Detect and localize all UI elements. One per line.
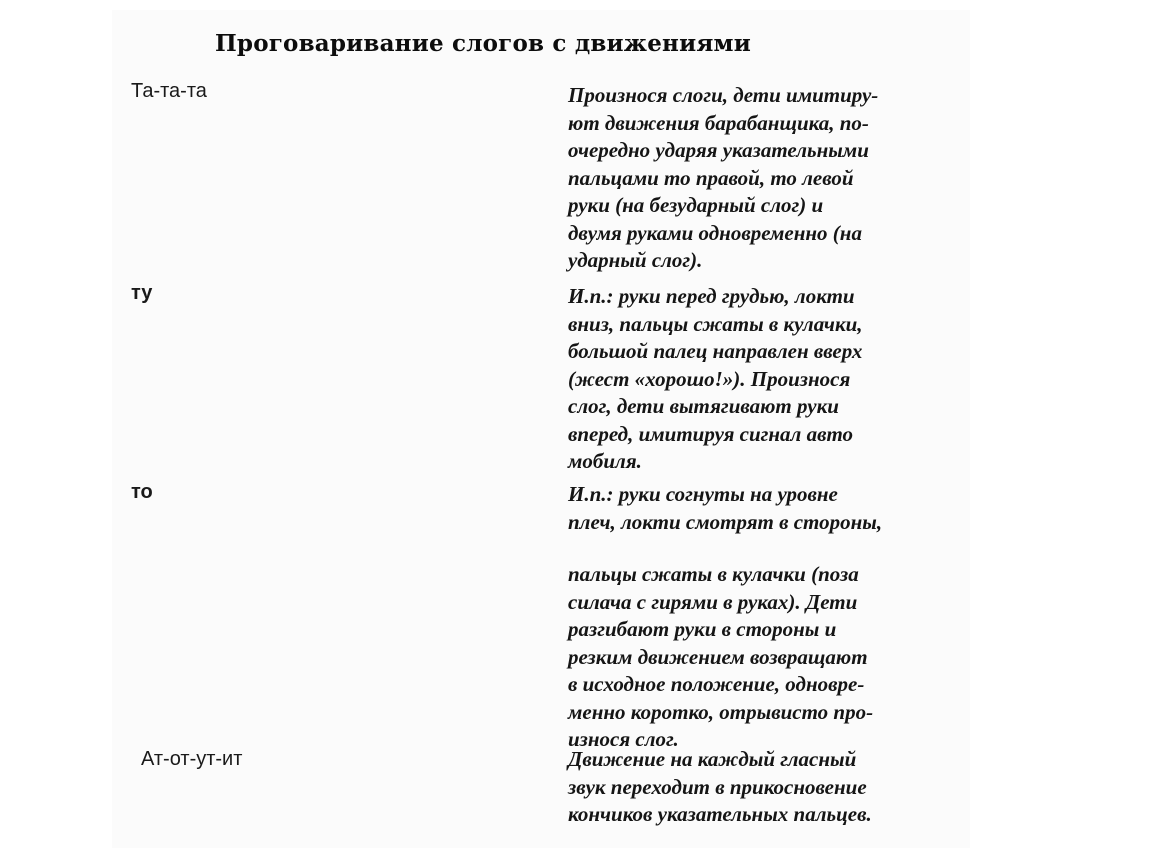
description-line: разгибают руки в стороны и (568, 617, 837, 641)
description-line: резким движением возвращают (568, 644, 868, 669)
description-line: кончиков указательных пальцев. (568, 802, 872, 826)
description-line: в исходное положение, одновре- (568, 672, 865, 696)
description-line: пальцы сжаты в кулачки (поза (568, 562, 859, 586)
description-at-ot-ut-it (568, 746, 968, 829)
syllable-tu: ту (131, 282, 153, 304)
page-title: Проговаривание слогов с движениями (215, 30, 751, 57)
description-line: звук переходит в прикосновение (568, 774, 867, 799)
description-line: пальцами то правой, то левой (568, 165, 854, 190)
description-line: руки (на безударный слог) и (568, 193, 824, 217)
description-line: износя слог. (568, 727, 679, 751)
description-to-continuation (568, 561, 968, 754)
description-line: Произнося слоги, дети имитиру- (568, 83, 879, 107)
description-line: ют движения барабанщика, по- (568, 110, 869, 135)
description-tatata (568, 82, 968, 275)
description-line: очередно ударяя указательными (568, 138, 869, 162)
description-line: (жест «хорошо!»). Произнося (568, 366, 851, 391)
syllable-at-ot-ut-it: Ат-от-ут-ит (141, 748, 243, 770)
description-line: И.п.: руки перед грудью, локти (568, 284, 855, 308)
syllable-tatata: Та-та-та (131, 80, 207, 102)
description-tu (568, 283, 968, 476)
description-line: И.п.: руки согнуты на уровне (568, 482, 838, 506)
description-line: плеч, локти смотрят в стороны, (568, 509, 883, 534)
description-line: ударный слог). (568, 248, 703, 272)
description-line: силача с гирями в руках). Дети (568, 589, 858, 614)
description-line: вперед, имитируя сигнал авто (568, 421, 854, 446)
description-line: вниз, пальцы сжаты в кулачки, (568, 311, 863, 336)
description-line: Движение на каждый гласный (568, 747, 857, 771)
description-line: менно коротко, отрывисто про- (568, 699, 874, 724)
description-to (568, 481, 968, 536)
description-line: слог, дети вытягивают руки (568, 394, 839, 418)
description-line: двумя руками одновременно (на (568, 220, 862, 245)
description-line: мобиля. (568, 449, 642, 473)
description-line: большой палец направлен вверх (568, 339, 863, 363)
syllable-to: то (131, 481, 153, 503)
